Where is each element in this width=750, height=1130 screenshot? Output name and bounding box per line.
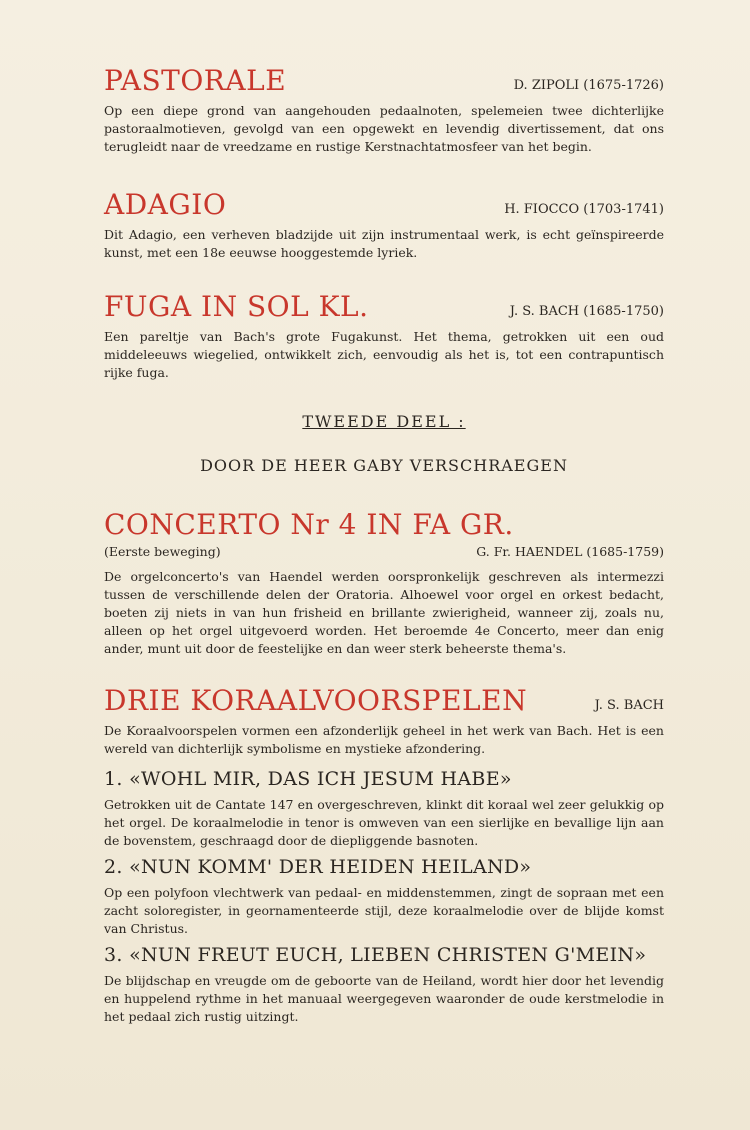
section-concerto — [104, 506, 664, 658]
section-pastorale — [104, 62, 664, 156]
part-heading: TWEEDE DEEL : — [302, 412, 466, 431]
section-text: Een pareltje van Bach's grote Fugakunst. Het thema, getrokken uit een oud middeleeuws wiegelied, ontwikkelt zich, eenvoudig als het is, tot een contrapuntisch rijke fuga. — [104, 329, 664, 380]
chorale-title: 2. «NUN KOMM' DER HEIDEN HEILAND» — [104, 856, 532, 878]
section-text: De orgelconcerto's van Haendel werden oorspronkelijk geschreven als intermezzi tussen de verschillende delen der Oratoria. Alhoewel voor orgel en orkest bedacht, boeten zij niets in van hun frisheid en brillante zwierigheid, wanneer zij, zoals nu, alleen op het orgel uitgevoerd worden. Het beroemde 4e Concerto, meer dan enig ander, munt uit door de feestelijke en dan weer sterk beheerste thema's. — [104, 569, 664, 656]
composer: G. Fr. HAENDEL (1685-1759) — [476, 544, 664, 559]
composer: J. S. BACH — [594, 698, 664, 713]
composer: H. FIOCCO (1703-1741) — [504, 202, 664, 217]
section-title: FUGA IN SOL KL. — [104, 290, 369, 323]
section-text: Dit Adagio, een verheven bladzijde uit zijn instrumentaal werk, is echt geïnspireerde kunst, met een 18e eeuwse hooggestemde lyriek. — [104, 227, 664, 260]
chorale-text: De blijdschap en vreugde om de geboorte van de Heiland, wordt hier door het levendig en huppelend rythme in het manuaal weergegeven waaronder de oude kerstmelodie in het pedaal zich rustig uitzingt. — [104, 973, 664, 1024]
section-fuga — [104, 288, 664, 382]
chorale-title: 3. «NUN FREUT EUCH, LIEBEN CHRISTEN G'MEIN» — [104, 944, 647, 966]
chorale-text: Getrokken uit de Cantate 147 en overgeschreven, klinkt dit koraal wel zeer gelukkig op het orgel. De koraalmelodie in tenor is omweven van een sierlijke en bevallige lijn aan de bovenstem, geschraagd door de diepliggende basnoten. — [104, 797, 664, 848]
composer: J. S. BACH (1685-1750) — [509, 304, 664, 319]
section-adagio — [104, 186, 664, 262]
chorale-1 — [104, 768, 664, 850]
subtitle: (Eerste beweging) — [104, 544, 221, 559]
chorale-2 — [104, 856, 664, 938]
performer: DOOR DE HEER GABY VERSCHRAEGEN — [200, 456, 568, 475]
section-title: DRIE KORAALVOORSPELEN — [104, 684, 528, 717]
chorale-title: 1. «WOHL MIR, DAS ICH JESUM HABE» — [104, 768, 512, 790]
section-koraal — [104, 682, 664, 758]
chorale-text: Op een polyfoon vlechtwerk van pedaal- en middenstemmen, zingt de sopraan met een zacht soloregister, in geornamenteerde stijl, deze koraalmelodie over de blijde komst van Christus. — [104, 885, 664, 936]
section-text: De Koraalvoorspelen vormen een afzonderlijk geheel in het werk van Bach. Het is een wereld van dichterlijk symbolisme en mystieke afzondering. — [104, 723, 664, 756]
section-title: ADAGIO — [104, 188, 227, 221]
section-title: PASTORALE — [104, 64, 287, 97]
chorale-3 — [104, 944, 664, 1026]
section-text: Op een diepe grond van aangehouden pedaalnoten, spelemeien twee dichterlijke pastoraalmotieven, gevolgd van een opgewekt en levendig divertissement, dat ons terugleidt naar de vreedzame en rustige Kerstnachtatmosfeer van het begin. — [104, 103, 664, 154]
composer: D. ZIPOLI (1675-1726) — [513, 78, 664, 93]
section-title: CONCERTO Nr 4 IN FA GR. — [104, 508, 514, 541]
